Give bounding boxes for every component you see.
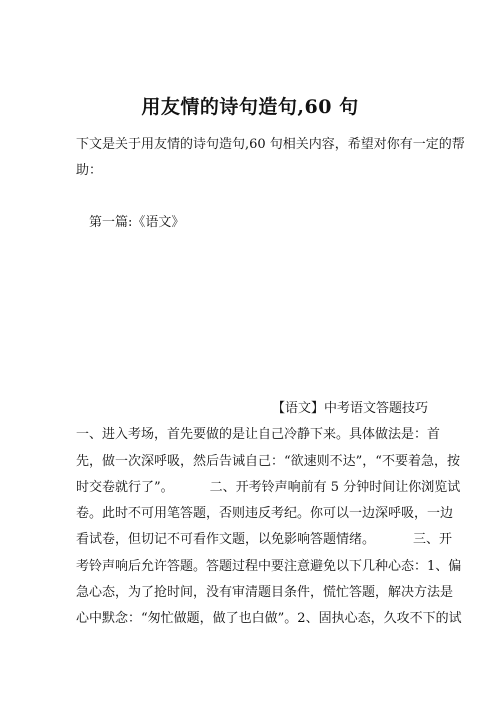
document-title: 用友情的诗句造句,60 句 — [141, 96, 359, 118]
body-line-segment: 看试卷，但切记不可看作文题，以免影响答题情绪。 — [76, 532, 376, 548]
body-text — [76, 396, 462, 633]
body-line: 卷。此时不可用笔答题，否则违反考纪。你可以一边深呼吸，一边 — [76, 506, 454, 522]
section-heading: 第一篇:《语文》 — [89, 215, 185, 230]
body-line: 先，做一次深呼吸，然后告诫自己：“欲速则不达”，“不要着急，按 — [76, 453, 460, 469]
intro-paragraph — [76, 133, 465, 186]
body-line: 一、进入考场，首先要做的是让自己冷静下来。具体做法是：首 — [76, 427, 441, 443]
intro-line: 助： — [76, 163, 103, 179]
body-line: 急心态，为了抢时间，没有审清题目条件，慌忙答题，解决方法是 — [76, 585, 454, 601]
body-line-segment: 三、开 — [413, 532, 453, 548]
body-line-heading: 【语文】中考语文答题技巧 — [271, 401, 428, 416]
body-line: 心中默念：“匆忙做题，做了也白做”。2、固执心态，久攻不下的试 — [76, 611, 462, 627]
body-line: 考铃声响后允许答题。答题过程中要注意避免以下几种心态：1、偏 — [76, 558, 462, 574]
intro-line: 下文是关于用友情的诗句造句,60 句相关内容，希望对你有一定的帮 — [76, 137, 465, 152]
body-line-segment: 时交卷就行了”。 — [76, 479, 174, 495]
body-line — [76, 527, 453, 553]
body-line — [76, 475, 461, 501]
body-line-segment: 二、开考铃声响前有 5 分钟时间让你浏览试 — [209, 479, 461, 495]
